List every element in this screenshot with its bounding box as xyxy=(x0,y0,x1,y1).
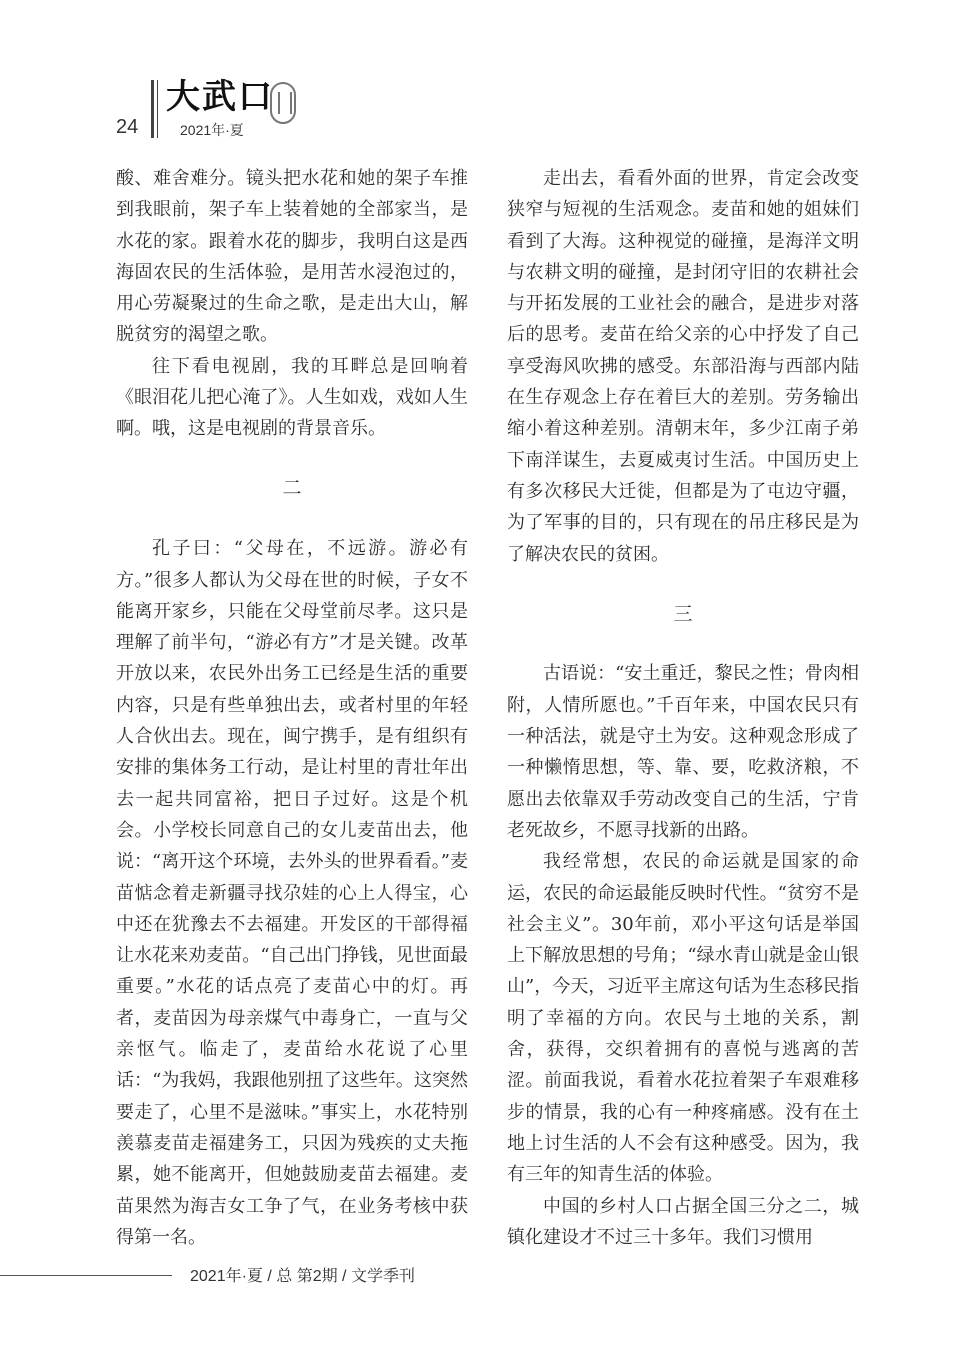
paragraph: 走出去，看看外面的世界，肯定会改变狭窄与短视的生活观念。麦苗和她的姐妹们看到了大海。这种视觉的碰撞，是海洋文明与农耕文明的碰撞，是封闭守旧的农耕社会与开拓发展的工业社会的融合，是进步对落后的思考。麦苗在给父亲的心中抒发了自己享受海风吹拂的感受。东部沿海与西部内陆在生存观念上存在着巨大的差别。劳务输出缩小着这种差别。清朝末年，多少江南子弟下南洋谋生，去夏威夷讨生活。中国历史上有多次移民大迁徙，但都是为了屯边守疆，为了军事的目的，只有现在的吊庄移民是为了解决农民的贫困。 xyxy=(507,168,859,565)
left-column xyxy=(116,163,468,1253)
section-heading: 二 xyxy=(282,477,302,500)
footer-issue-info: 2021年·夏 / 总 第2期 / 文学季刊 xyxy=(190,1268,415,1285)
right-column xyxy=(507,163,859,1253)
paragraph: 往下看电视剧，我的耳畔总是回响着《眼泪花儿把心淹了》。人生如戏，戏如人生啊。哦，这是电视剧的背景音乐。 xyxy=(116,355,468,440)
section-heading: 三 xyxy=(673,602,693,625)
page-number: 24 xyxy=(116,116,139,138)
header-divider-thin xyxy=(157,80,158,138)
paragraph: 孔子曰：“父母在，不远游。游必有方。”很多人都认为父母在世的时候，子女不能离开家乡，只能在父母堂前尽孝。这只是理解了前半句，“游必有方”才是关键。改革开放以来，农民外出务工已经是生活的重要内容，只是有些单独出去，或者村里的年轻人合伙出去。现在，闽宁携手，是有组织有安排的集体务工行动，是让村里的青壮年出去一起共同富裕，把日子过好。这是个机会。小学校长同意自己的女儿麦苗出去，他说：“离开这个环境，去外头的世界看看。”麦苗惦念着走新疆寻找尕娃的心上人得宝，心中还在犹豫去不去福建。开发区的干部得福让水花来劝麦苗。“自己出门挣钱，见世面最重要。”水花的话点亮了麦苗心中的灯。再者，麦苗因为母亲煤气中毒身亡，一直与父亲怄气。临走了，麦苗给水花说了心里话：“为我妈，我跟他别扭了这些年。这突然要走了，心里不是滋味。”事实上，水花特别羡慕麦苗走福建务工，只因为残疾的丈夫拖累，她不能离开，但她鼓励麦苗去福建。麦苗果然为海吉女工争了气，在业务考核中获得第一名。 xyxy=(116,538,468,1248)
seal-icon xyxy=(270,82,296,124)
paragraph: 我经常想，农民的命运就是国家的命运，农民的命运最能反映时代性。“贫穷不是社会主义”。30年前，邓小平这句话是举国上下解放思想的号角；“绿水青山就是金山银山”，今天，习近平主席这句话为生态移民指明了幸福的方向。农民与土地的关系，割舍，获得，交织着拥有的喜悦与逃离的苦涩。前面我说，看着水花拉着架子车艰难移步的情景，我的心有一种疼痛感。没有在土地上讨生活的人不会有这种感受。因为，我有三年的知青生活的体验。 xyxy=(507,851,859,1186)
header-divider xyxy=(151,80,154,138)
issue-season: 2021年·夏 xyxy=(180,122,244,138)
footer-divider xyxy=(0,1275,172,1276)
paragraph: 古语说：“安土重迁，黎民之性；骨肉相附，人情所愿也。”千百年来，中国农民只有一种活法，就是守土为安。这种观念形成了一种懒惰思想，等、靠、要，吃救济粮，不愿出去依靠双手劳动改变自己的生活，宁肯老死故乡，不愿寻找新的出路。 xyxy=(507,663,859,841)
paragraph: 酸、难舍难分。镜头把水花和她的架子车推到我眼前，架子车上装着她的全部家当，是水花的家。跟着水花的脚步，我明白这是西海固农民的生活体验，是用苦水浸泡过的，用心劳凝聚过的生命之歌，是走出大山，解脱贫穷的渴望之歌。 xyxy=(116,168,468,346)
magazine-title: 大武口 xyxy=(166,77,274,117)
paragraph: 中国的乡村人口占据全国三分之二，城镇化建设才不过三十多年。我们习惯用 xyxy=(507,1195,859,1248)
